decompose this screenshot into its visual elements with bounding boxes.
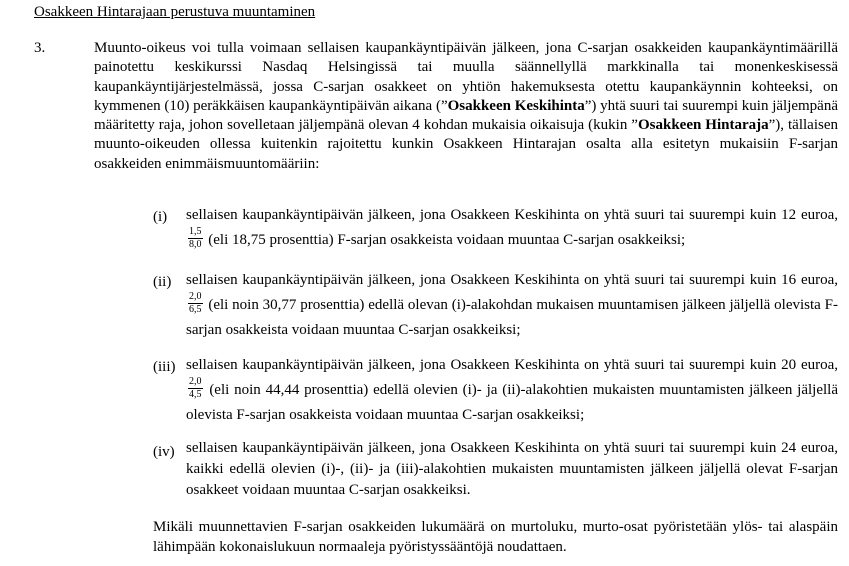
fraction-iii-denominator: 4,5 — [189, 388, 202, 400]
fraction-i-numerator: 1,5 — [189, 225, 202, 237]
item-marker-ii: (ii) — [153, 274, 172, 290]
item-ii-text-rest: (eli noin 30,77 prosenttia) edellä olevan (i)-alakohdan mukaisen muuntamisen jälkeen jäljellä olevista F-sarjan osakkeista voidaan muuntaa C-sarjan osakkeiksi; — [186, 296, 838, 338]
clause-text-part-2: ”) yhtä suuri tai suurempi kuin jäljempänä määritetty raja, johon sovelletaan jäljempänä olevan 4 kohdan mukaisia oikaisuja (kukin ” — [94, 97, 838, 134]
item-marker-iv: (iv) — [153, 444, 175, 460]
defined-term-price-limit: Osakkeen Hintaraja — [637, 117, 769, 134]
item-i-text: sellaisen kaupankäyntipäivän jälkeen, jona Osakkeen Keskihinta on yhtä suuri tai suurempi kuin 12 euroa, — [186, 207, 838, 223]
item-i-text-rest: (eli 18,75 prosenttia) F-sarjan osakkeista voidaan muuntaa C-sarjan osakkeiksi; — [208, 231, 686, 248]
item-iii-text: sellaisen kaupankäyntipäivän jälkeen, jona Osakkeen Keskihinta on yhtä suuri tai suurempi kuin 20 euroa, — [186, 357, 838, 373]
defined-term-average-price: Osakkeen Keskihinta — [447, 97, 585, 114]
closing-paragraph: Mikäli muunnettavien F-sarjan osakkeiden lukumäärä on murtoluku, murto-osat pyöristetään ylös- tai alaspäin lähimpään kokonaislukuun normaaleja pyöristyssääntöjä noudattaen. — [153, 519, 838, 555]
item-iv-text: sellaisen kaupankäyntipäivän jälkeen, jona Osakkeen Keskihinta on yhtä suuri tai suurempi kuin 24 euroa, kaikki edellä olevien (i)-, (ii)- ja (iii)-alakohtien mukaisten muuntamisten jälkeen jäljellä olevat F-sarjan osakkeet voidaan muuntaa C-sarjan osakkeiksi. — [186, 440, 838, 498]
item-iv — [186, 438, 838, 501]
item-marker-iii: (iii) — [153, 359, 176, 375]
item-iii — [186, 353, 838, 427]
item-ii — [186, 268, 838, 342]
fraction-ii — [188, 291, 203, 316]
fraction-i-denominator: 8,0 — [189, 238, 202, 250]
fraction-ii-denominator: 6,5 — [189, 303, 202, 315]
clause-text-part-3: ”), tällaisen muunto-oikeuden ollessa kuitenkin rajoitettu kunkin Osakkeen Hintarajan osalta alla esitetyn mukaisiin F-sarjan osakkeiden enimmäismuuntomääriin: — [94, 117, 838, 172]
clause-text-part-1: Muunto-oikeus voi tulla voimaan sellaisen kaupankäyntipäivän jälkeen, jona C-sarjan osakkeiden kaupankäyntimäärillä painotettu keskikurssi Nasdaq Helsingissä tai muulla säännellyllä markkinalla tai monenkeskisessä kaupankäyntijärjestelmässä, jossa C-sarjan osakkeet on yhtiön hakemuksesta otettu kaupankäynnin kohteeksi, on kymmenen (10) peräkkäisen kaupankäyntipäivän aikana (” — [94, 40, 838, 114]
item-i — [186, 203, 838, 253]
item-marker-i: (i) — [153, 209, 168, 225]
fraction-i — [188, 226, 203, 251]
clause-number: 3. — [34, 40, 46, 56]
fraction-iii-numerator: 2,0 — [189, 375, 202, 387]
fraction-iii — [188, 376, 203, 401]
clause-paragraph — [94, 39, 838, 174]
item-iii-text-rest: (eli noin 44,44 prosenttia) edellä olevien (i)- ja (ii)-alakohtien mukaisten muuntamisten jälkeen jäljellä olevista F-sarjan osakkeista voidaan muuntaa C-sarjan osakkeiksi; — [186, 381, 838, 423]
fraction-ii-numerator: 2,0 — [189, 290, 202, 302]
item-ii-text: sellaisen kaupankäyntipäivän jälkeen, jona Osakkeen Keskihinta on yhtä suuri tai suurempi kuin 16 euroa, — [186, 272, 838, 288]
section-heading: Osakkeen Hintarajaan perustuva muuntaminen — [34, 4, 316, 20]
